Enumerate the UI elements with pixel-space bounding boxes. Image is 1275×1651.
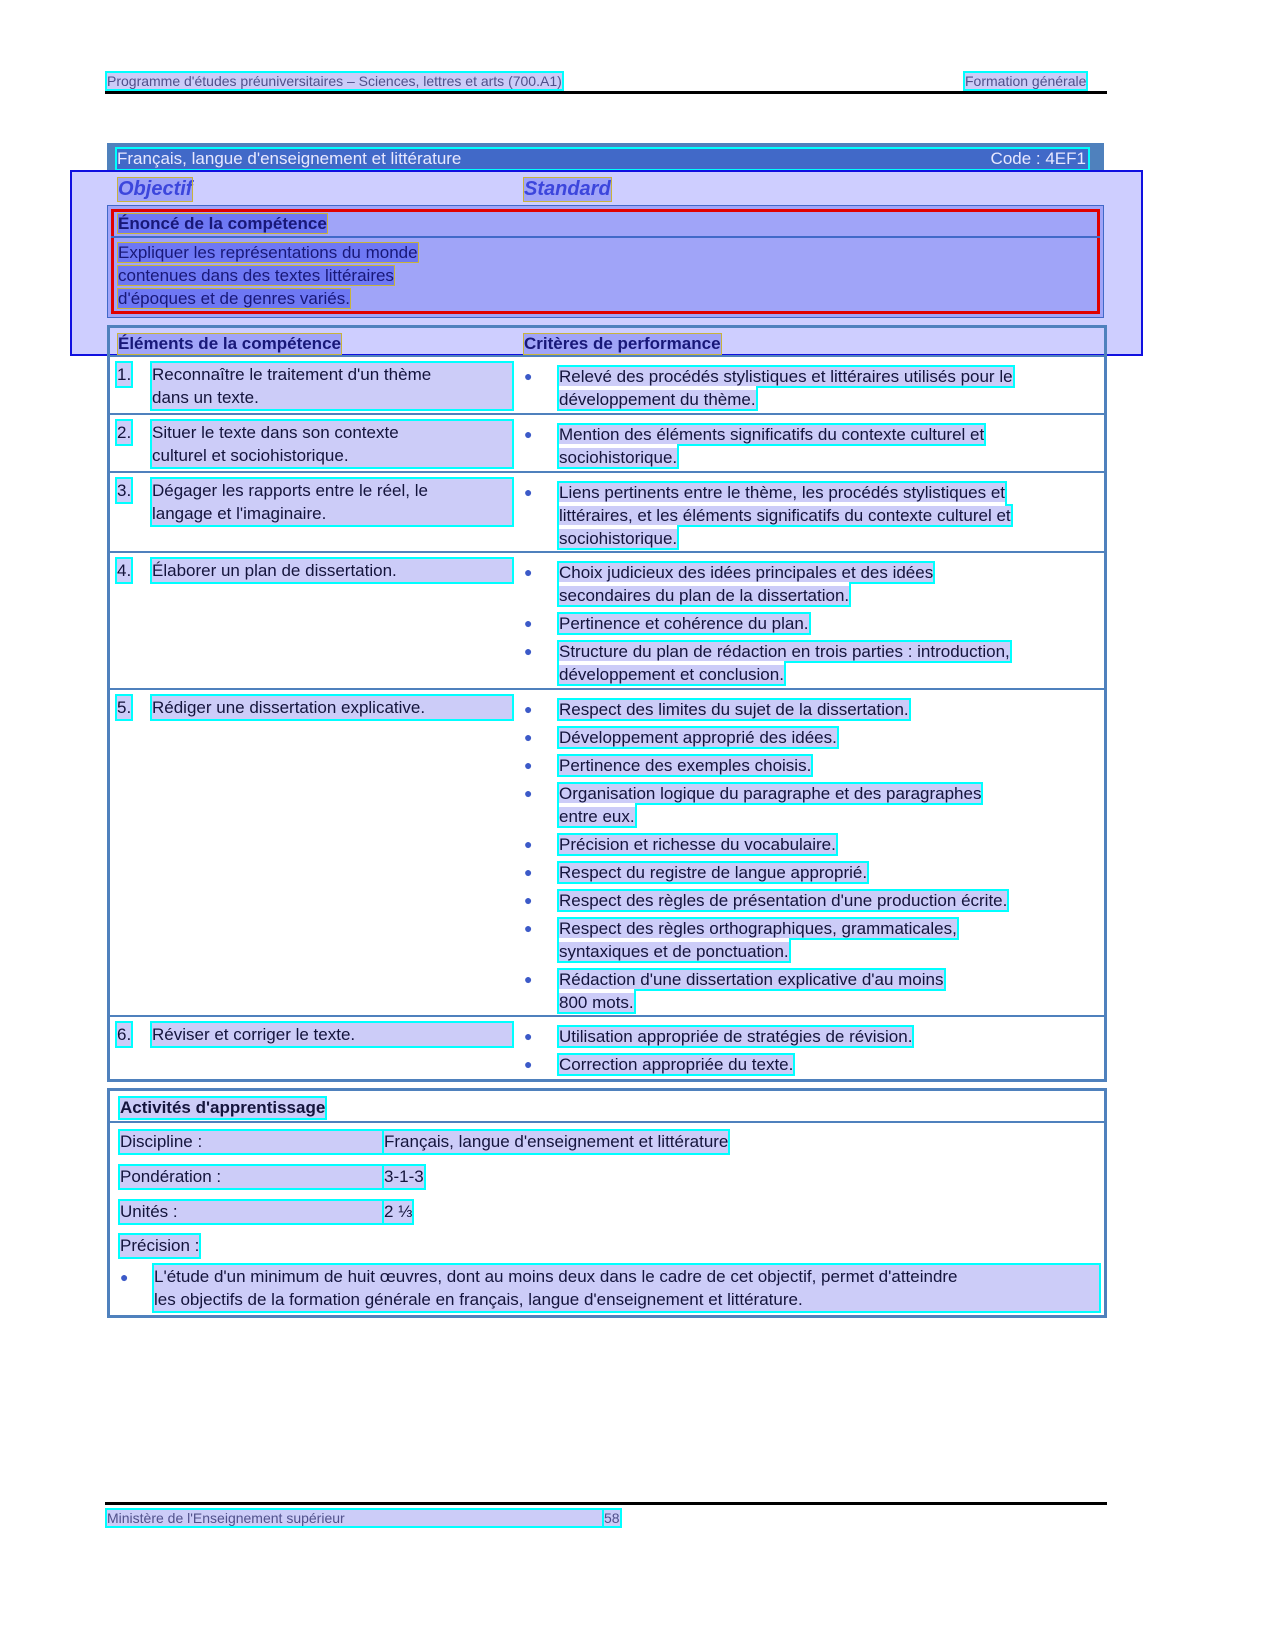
activites-box	[107, 1088, 1107, 1318]
bullet-icon: ●	[524, 836, 533, 852]
standard-label: Standard	[524, 178, 611, 200]
bullet-icon: ●	[524, 368, 533, 384]
table-row	[110, 688, 1104, 1015]
criterion-text: Développement approprié des idées.	[559, 728, 837, 747]
precision-label: Précision :	[120, 1236, 200, 1255]
course-title-bar	[107, 143, 1104, 172]
header-program: Programme d'études préuniversitaires – Sciences, lettres et arts (700.A1)	[107, 73, 562, 89]
criterion-text: Respect des règles orthographiques, grammaticales, syntaxiques et de ponctuation.	[559, 919, 957, 961]
bullet-icon: ●	[524, 971, 533, 987]
header-rule	[105, 91, 1107, 94]
table-row	[110, 1015, 1104, 1077]
element-text: Situer le texte dans son contexte culturel et sociohistorique.	[152, 421, 512, 467]
bullet-icon: ●	[524, 643, 533, 659]
criterion-text: Liens pertinents entre le thème, les procédés stylistiques et littéraires, et les éléments significatifs du contexte culturel et sociohistorique.	[559, 483, 1011, 548]
enonce-line: d'époques et de genres variés.	[118, 289, 350, 308]
bullet-icon: ●	[524, 1028, 533, 1044]
criterion-text: Rédaction d'une dissertation explicative d'au moins 800 mots.	[559, 970, 944, 1012]
criterion-item	[524, 968, 1094, 1014]
criterion-item	[524, 365, 1094, 411]
element-number: 5.	[117, 698, 132, 717]
discipline-value: Français, langue d'enseignement et littérature	[384, 1132, 729, 1151]
discipline-label: Discipline :	[120, 1131, 384, 1153]
criterion-item	[524, 1053, 1094, 1076]
element-number: 6.	[117, 1025, 132, 1044]
element-text: Réviser et corriger le texte.	[152, 1023, 512, 1046]
bullet-icon: ●	[524, 701, 533, 717]
criterion-text: Organisation logique du paragraphe et des paragraphes entre eux.	[559, 784, 982, 826]
column-header-criteres: Critères de performance	[524, 334, 721, 353]
activites-title: Activités d'apprentissage	[120, 1098, 326, 1117]
objectif-label: Objectif	[118, 178, 193, 200]
table-row	[110, 471, 1104, 551]
criterion-item	[524, 481, 1094, 550]
bullet-icon: ●	[524, 757, 533, 773]
footer-rule	[105, 1502, 1107, 1505]
bullet-icon: ●	[524, 484, 533, 500]
criterion-item	[524, 754, 1094, 777]
criterion-text: Correction appropriée du texte.	[559, 1055, 794, 1074]
course-code: Code : 4EF1	[990, 149, 1086, 168]
enonce-heading: Énoncé de la compétence	[118, 214, 327, 233]
bullet-icon: ●	[524, 864, 533, 880]
criterion-item	[524, 861, 1094, 884]
bullet-icon: ●	[524, 615, 533, 631]
criterion-item	[524, 726, 1094, 749]
criterion-item	[524, 782, 1094, 828]
element-number: 4.	[117, 561, 132, 580]
criterion-text: Pertinence des exemples choisis.	[559, 756, 812, 775]
criterion-item	[524, 889, 1094, 912]
criterion-item	[524, 698, 1094, 721]
header-section: Formation générale	[965, 73, 1087, 89]
criterion-text: Respect des limites du sujet de la dissertation.	[559, 700, 909, 719]
element-number: 2.	[117, 423, 132, 442]
page-number: 58	[604, 1510, 620, 1526]
element-text: Rédiger une dissertation explicative.	[152, 696, 512, 719]
enonce-line: Expliquer les représentations du monde	[118, 243, 418, 262]
criterion-item	[524, 423, 1094, 469]
element-text: Élaborer un plan de dissertation.	[152, 559, 512, 582]
criterion-item	[524, 917, 1094, 963]
criterion-text: Structure du plan de rédaction en trois parties : introduction, développement et conclusion.	[559, 642, 1010, 684]
table-row	[110, 355, 1104, 413]
criterion-item	[524, 833, 1094, 856]
criterion-text: Relevé des procédés stylistiques et littéraires utilisés pour le développement du thème.	[559, 367, 1013, 409]
course-title: Français, langue d'enseignement et littérature	[117, 149, 462, 168]
criterion-text: Respect du registre de langue approprié.	[559, 863, 868, 882]
element-number: 3.	[117, 481, 132, 500]
criterion-text: Respect des règles de présentation d'une production écrite.	[559, 891, 1008, 910]
criterion-item	[524, 561, 1094, 607]
bullet-icon: ●	[524, 564, 533, 580]
ponderation-label: Pondération :	[120, 1166, 384, 1188]
bullet-icon: ●	[524, 426, 533, 442]
criterion-item	[524, 612, 1094, 635]
enonce-box	[107, 205, 1104, 318]
criterion-text: Pertinence et cohérence du plan.	[559, 614, 809, 633]
element-text: Dégager les rapports entre le réel, le langage et l'imaginaire.	[152, 479, 512, 525]
bullet-icon: ●	[524, 785, 533, 801]
element-number: 1.	[117, 365, 132, 384]
precision-text: L'étude d'un minimum de huit œuvres, dont au moins deux dans le cadre de cet objectif, permet d'atteindre les objectifs de la formation générale en français, langue d'enseignement et littérature.	[154, 1265, 1099, 1311]
footer-ministry: Ministère de l'Enseignement supérieur	[107, 1510, 604, 1526]
criterion-text: Précision et richesse du vocabulaire.	[559, 835, 836, 854]
bullet-icon: ●	[524, 729, 533, 745]
enonce-line: contenues dans des textes littéraires	[118, 266, 394, 285]
criterion-item	[524, 640, 1094, 686]
bullet-icon: ●	[524, 1056, 533, 1072]
table-row	[110, 551, 1104, 688]
bullet-icon: ●	[120, 1269, 129, 1285]
column-header-elements: Éléments de la compétence	[118, 334, 341, 353]
bullet-icon: ●	[524, 920, 533, 936]
ponderation-value: 3-1-3	[384, 1167, 424, 1186]
criterion-text: Choix judicieux des idées principales et des idées secondaires du plan de la dissertation.	[559, 563, 934, 605]
criterion-item	[524, 1025, 1094, 1048]
competence-table	[107, 325, 1107, 1082]
element-text: Reconnaître le traitement d'un thème dans un texte.	[152, 363, 512, 409]
table-row	[110, 413, 1104, 471]
unites-value: 2 ⅓	[384, 1202, 413, 1221]
criterion-text: Mention des éléments significatifs du contexte culturel et sociohistorique.	[559, 425, 985, 467]
unites-label: Unités :	[120, 1201, 384, 1223]
criterion-text: Utilisation appropriée de stratégies de révision.	[559, 1027, 913, 1046]
bullet-icon: ●	[524, 892, 533, 908]
